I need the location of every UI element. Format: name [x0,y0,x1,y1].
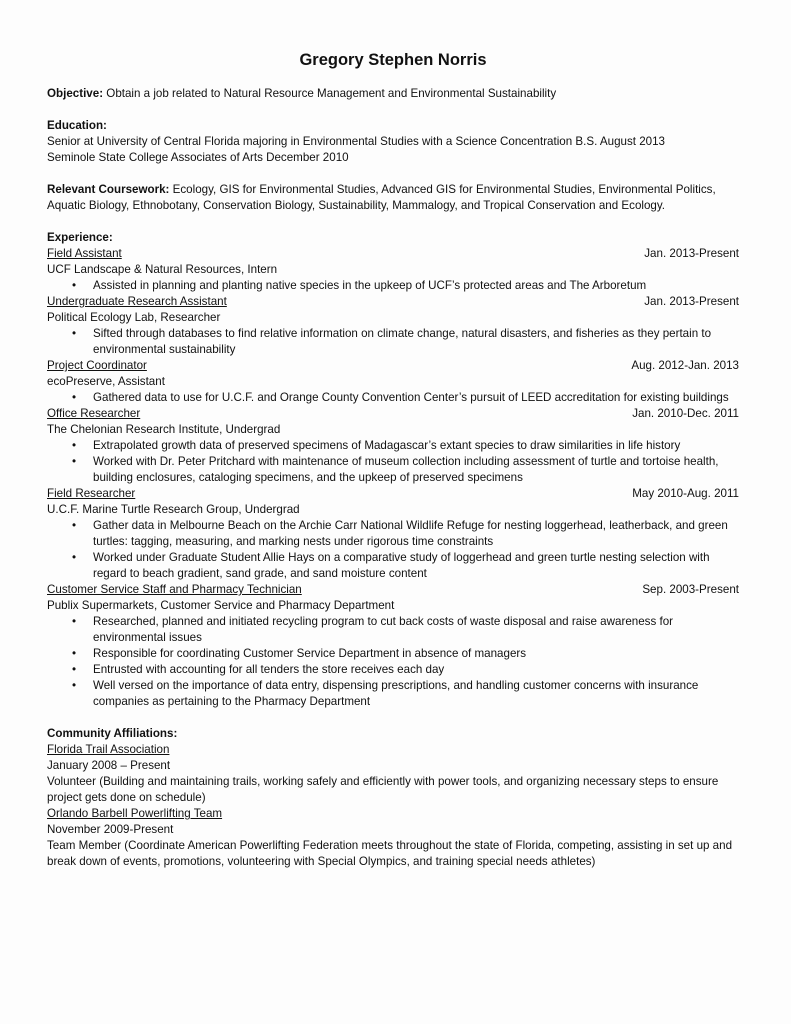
affiliation-dates: January 2008 – Present [47,759,171,772]
coursework-text: Ecology, GIS for Environmental Studies, Advanced GIS for Environmental Studies, Environmental Politics, Aquatic Biology, Ethnobotany, Conservation Biology, Sustainability, Mammalogy, and Tropical Conservation and Ecology. [47,183,716,212]
job-bullets [47,390,739,406]
job-org: Political Ecology Lab, Researcher [47,311,221,324]
job-title: Field Researcher [47,487,136,500]
job-bullets [47,614,739,710]
job-title: Project Coordinator [47,359,147,372]
affiliation-org: Orlando Barbell Powerlifting Team [47,807,223,820]
job-dates: Sep. 2003-Present [642,583,739,596]
education-section [47,118,739,166]
community-heading: Community Affiliations: [47,727,178,740]
job-title: Undergraduate Research Assistant [47,295,227,308]
job-bullets [47,326,739,358]
education-heading: Education: [47,119,107,132]
affiliation-desc: Team Member (Coordinate American Powerlifting Federation meets throughout the state of Florida, competing, assisting in set up and break down of events, promotions, volunteering with Special Olympics, and training special needs athletes) [47,839,733,868]
coursework-section [47,182,739,214]
job-title: Office Researcher [47,407,141,420]
job-entry [47,406,739,486]
job-entry [47,486,739,582]
experience-section [47,230,739,710]
job-bullets [47,518,739,582]
job-dates: Jan. 2010-Dec. 2011 [632,407,739,420]
job-org: ecoPreserve, Assistant [47,375,165,388]
job-org: Publix Supermarkets, Customer Service and Pharmacy Department [47,599,395,612]
job-dates: Jan. 2013-Present [644,247,739,260]
job-title: Field Assistant [47,247,122,260]
job-bullet: • Assisted in planning and planting native species in the upkeep of UCF’s protected areas and The Arboretum [47,278,739,294]
job-org: UCF Landscape & Natural Resources, Intern [47,263,278,276]
job-bullet: • Gather data in Melbourne Beach on the Archie Carr National Wildlife Refuge for nesting loggerhead, leatherback, and green turtles: tagging, measuring, and marking nests under rigorous time constraints [47,518,739,550]
job-bullet: • Gathered data to use for U.C.F. and Orange County Convention Center’s pursuit of LEED accreditation for existing buildings [47,390,739,406]
resume-name: Gregory Stephen Norris [299,51,487,69]
affiliation-entry [47,806,739,870]
job-bullet: • Extrapolated growth data of preserved specimens of Madagascar’s extant species to draw similarities in life history [47,438,739,454]
job-entry [47,358,739,406]
job-dates: May 2010-Aug. 2011 [632,487,739,500]
job-dates: Jan. 2013-Present [644,295,739,308]
job-org: U.C.F. Marine Turtle Research Group, Undergrad [47,503,300,516]
job-bullet: • Entrusted with accounting for all tenders the store receives each day [47,662,739,678]
job-bullet: • Worked with Dr. Peter Pritchard with maintenance of museum collection including assessment of turtle and tortoise health, building enclosures, cataloging specimens, and the upkeep of preserved specimens [47,454,739,486]
job-entry [47,294,739,358]
job-org: The Chelonian Research Institute, Undergrad [47,423,281,436]
job-bullet: • Well versed on the importance of data entry, dispensing prescriptions, and handling customer concerns with insurance companies as pertaining to the Pharmacy Department [47,678,739,710]
objective-section [47,86,739,102]
job-bullet: • Sifted through databases to find relative information on climate change, natural disasters, and fisheries as they pertain to environmental sustainability [47,326,739,358]
job-entry [47,246,739,294]
job-entry [47,582,739,710]
community-section [47,726,739,870]
objective-text: Obtain a job related to Natural Resource Management and Environmental Sustainability [106,87,557,100]
job-bullets [47,278,739,294]
affiliation-desc: Volunteer (Building and maintaining trails, working safely and efficiently with power tools, and organizing necessary steps to ensure project gets done on schedule) [47,775,719,804]
objective-label: Objective: [47,87,104,100]
job-bullet: • Responsible for coordinating Customer Service Department in absence of managers [47,646,739,662]
education-line: Senior at University of Central Florida majoring in Environmental Studies with a Science Concentration B.S. August 2013 [47,135,666,148]
affiliation-entry [47,742,739,806]
job-bullet: • Worked under Graduate Student Allie Hays on a comparative study of loggerhead and green turtle nesting selection with regard to beach gradient, sand grade, and sand moisture content [47,550,739,582]
job-bullet: • Researched, planned and initiated recycling program to cut back costs of waste disposal and raise awareness for environmental issues [47,614,739,646]
job-title: Customer Service Staff and Pharmacy Technician [47,583,302,596]
job-bullets [47,438,739,486]
affiliation-dates: November 2009-Present [47,823,174,836]
education-line: Seminole State College Associates of Arts December 2010 [47,151,349,164]
job-dates: Aug. 2012-Jan. 2013 [631,359,739,372]
affiliation-org: Florida Trail Association [47,743,170,756]
experience-heading: Experience: [47,231,113,244]
coursework-label: Relevant Coursework: [47,183,170,196]
